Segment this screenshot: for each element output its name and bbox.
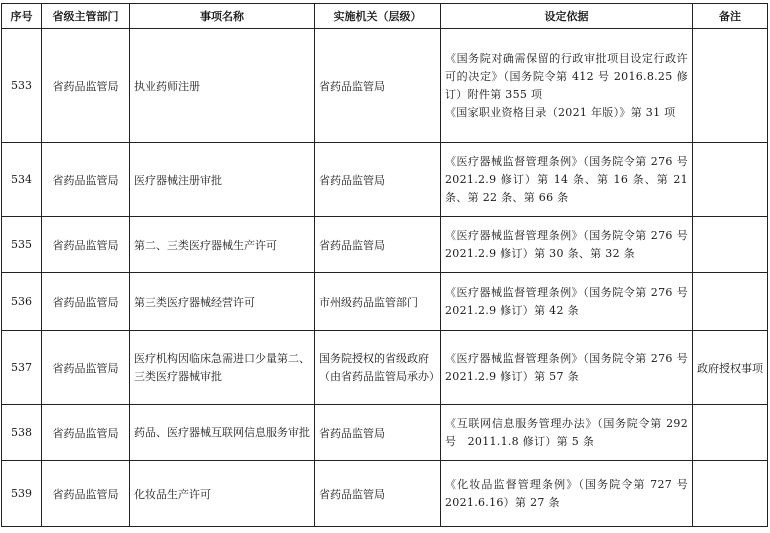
cell-agency: 省药品监管局 [315,217,441,273]
cell-seq: 533 [2,29,42,143]
table-row [2,461,768,527]
basis-line: 《医疗器械监督管理条例》（国务院令第 276 号 2021.2.9 修订）第 14 条、第 16 条、第 21 条、第 22 条、第 66 条 [445,154,700,204]
basis-line: 《医疗器械监督管理条例》（国务院令第 276 号 2021.2.9 修订）第 30 条、第 32 条 [445,228,700,260]
cell-seq: 536 [2,273,42,331]
cell-dept: 省药品监管局 [42,405,130,461]
table-row [2,29,768,143]
cell-item: 第二、三类医疗器械生产许可 [130,217,315,273]
cell-item: 第三类医疗器械经营许可 [130,273,315,331]
cell-note: 政府授权事项 [693,331,768,405]
header-basis: 设定依据 [441,4,693,29]
cell-agency: 国务院授权的省级政府（由省药品监管局承办） [315,331,441,405]
cell-note [693,405,768,461]
table-row [2,217,768,273]
cell-basis [441,143,700,217]
basis-line: 《化妆品监督管理条例》（国务院令第 727 号 2021.6.16）第 27 条 [445,477,688,509]
header-seq: 序号 [2,4,42,29]
cell-dept: 省药品监管局 [42,461,130,527]
header-note: 备注 [693,4,768,29]
cell-note [693,273,768,331]
cell-note [693,143,768,217]
cell-dept: 省药品监管局 [42,273,130,331]
cell-agency: 省药品监管局 [315,143,441,217]
cell-dept: 省药品监管局 [42,29,130,143]
basis-line: 《互联网信息服务管理办法》（国务院令第 292 号 2011.1.8 修订）第 5 条 [445,416,688,448]
cell-basis [441,461,693,527]
cell-agency: 省药品监管局 [315,461,441,527]
header-agency: 实施机关（层级） [315,4,441,29]
cell-agency: 省药品监管局 [315,29,441,143]
table-row [2,331,768,405]
cell-basis [441,273,700,331]
cell-basis [441,217,700,273]
cell-dept: 省药品监管局 [42,331,130,405]
header-item: 事项名称 [130,4,315,29]
table-row [2,273,768,331]
cell-agency: 省药品监管局 [315,405,441,461]
items-table [1,3,768,527]
cell-seq: 539 [2,461,42,527]
cell-agency: 市州级药品监管部门 [315,273,441,331]
cell-item: 执业药师注册 [130,29,315,143]
basis-line: 《国家职业资格目录（2021 年版）》第 31 项 [445,105,676,119]
basis-line: 《国务院对确需保留的行政审批项目设定行政许可的决定》（国务院令第 412 号 2016.8.25 修订）附件第 355 项 [445,51,688,101]
cell-seq: 534 [2,143,42,217]
cell-basis [441,331,700,405]
cell-note [693,461,768,527]
cell-dept: 省药品监管局 [42,217,130,273]
table-row [2,405,768,461]
header-dept: 省级主管部门 [42,4,130,29]
cell-basis [441,405,693,461]
basis-line: 《医疗器械监督管理条例》（国务院令第 276 号 2021.2.9 修订）第 57 条 [445,351,700,383]
cell-item: 医疗机构因临床急需进口少量第二、三类医疗器械审批 [130,331,315,405]
basis-line: 《医疗器械监督管理条例》（国务院令第 276 号 2021.2.9 修订）第 42 条 [445,285,700,317]
cell-seq: 535 [2,217,42,273]
cell-item: 化妆品生产许可 [130,461,315,527]
cell-item: 药品、医疗器械互联网信息服务审批 [130,405,315,461]
header-row [2,4,768,29]
cell-basis [441,29,693,143]
cell-item: 医疗器械注册审批 [130,143,315,217]
table-row [2,143,768,217]
cell-note [693,29,768,143]
cell-seq: 538 [2,405,42,461]
cell-dept: 省药品监管局 [42,143,130,217]
cell-seq: 537 [2,331,42,405]
cell-note [693,217,768,273]
